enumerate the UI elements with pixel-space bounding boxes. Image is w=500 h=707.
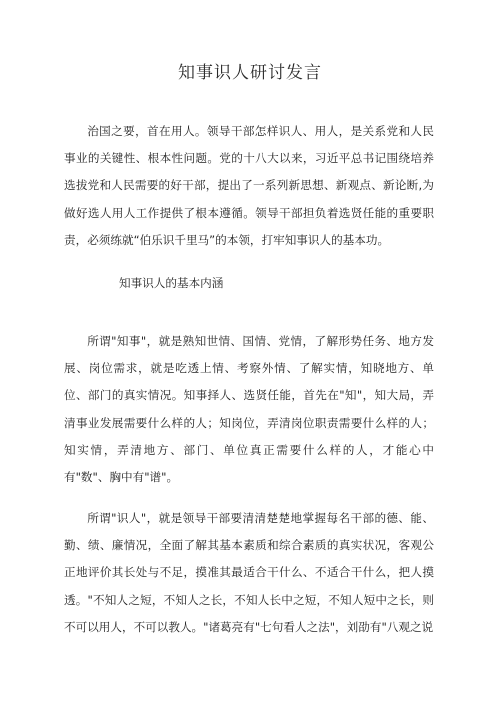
paragraph-zhishi: 所谓"知事"，就是熟知世情、国情、党情，了解形势任务、地方发展、岗位需求，就是吃透上情、考察外情、了解实情，知晓地方、单位、部门的真实情况。知事择人、选贤任能，首先在"知"，知大局，弄清事业发展需要什么样的人；知岗位，弄清岗位职责需要什么样的人；知实情，弄清地方、部门、单位真正需要什么样的人，才能心中有"数"、胸中有"谱"。 bbox=[64, 334, 434, 485]
section-heading: 知事识人的基本内涵 bbox=[119, 276, 224, 290]
paragraph-shiren: 所谓"识人"，就是领导干部要清清楚楚地掌握每名干部的德、能、勤、绩、廉情况，全面了解其基本素质和综合素质的真实状况，客观公正地评价其长处与不足，摸准其最适合干什么、不适合干什么，把人摸透。"不知人之短，不知人之长，不知人长中之短，不知人短中之长，则不可以用人，不可以教人。"诸葛亮有"七句看人之法"，刘劭有"八观之说 bbox=[64, 511, 434, 634]
paragraph-intro: 治国之要，首在用人。领导干部怎样识人、用人，是关系党和人民事业的关键性、根本性问题。党的十八大以来，习近平总书记围绕培养选拔党和人民需要的好干部，提出了一系列新思想、新观点、新论断,为做好选人用人工作提供了根本遵循。领导干部担负着选贤任能的重要职责，必须练就“伯乐识千里马”的本领，打牢知事识人的基本功。 bbox=[64, 124, 434, 247]
document-title: 知事识人研讨发言 bbox=[178, 63, 322, 83]
